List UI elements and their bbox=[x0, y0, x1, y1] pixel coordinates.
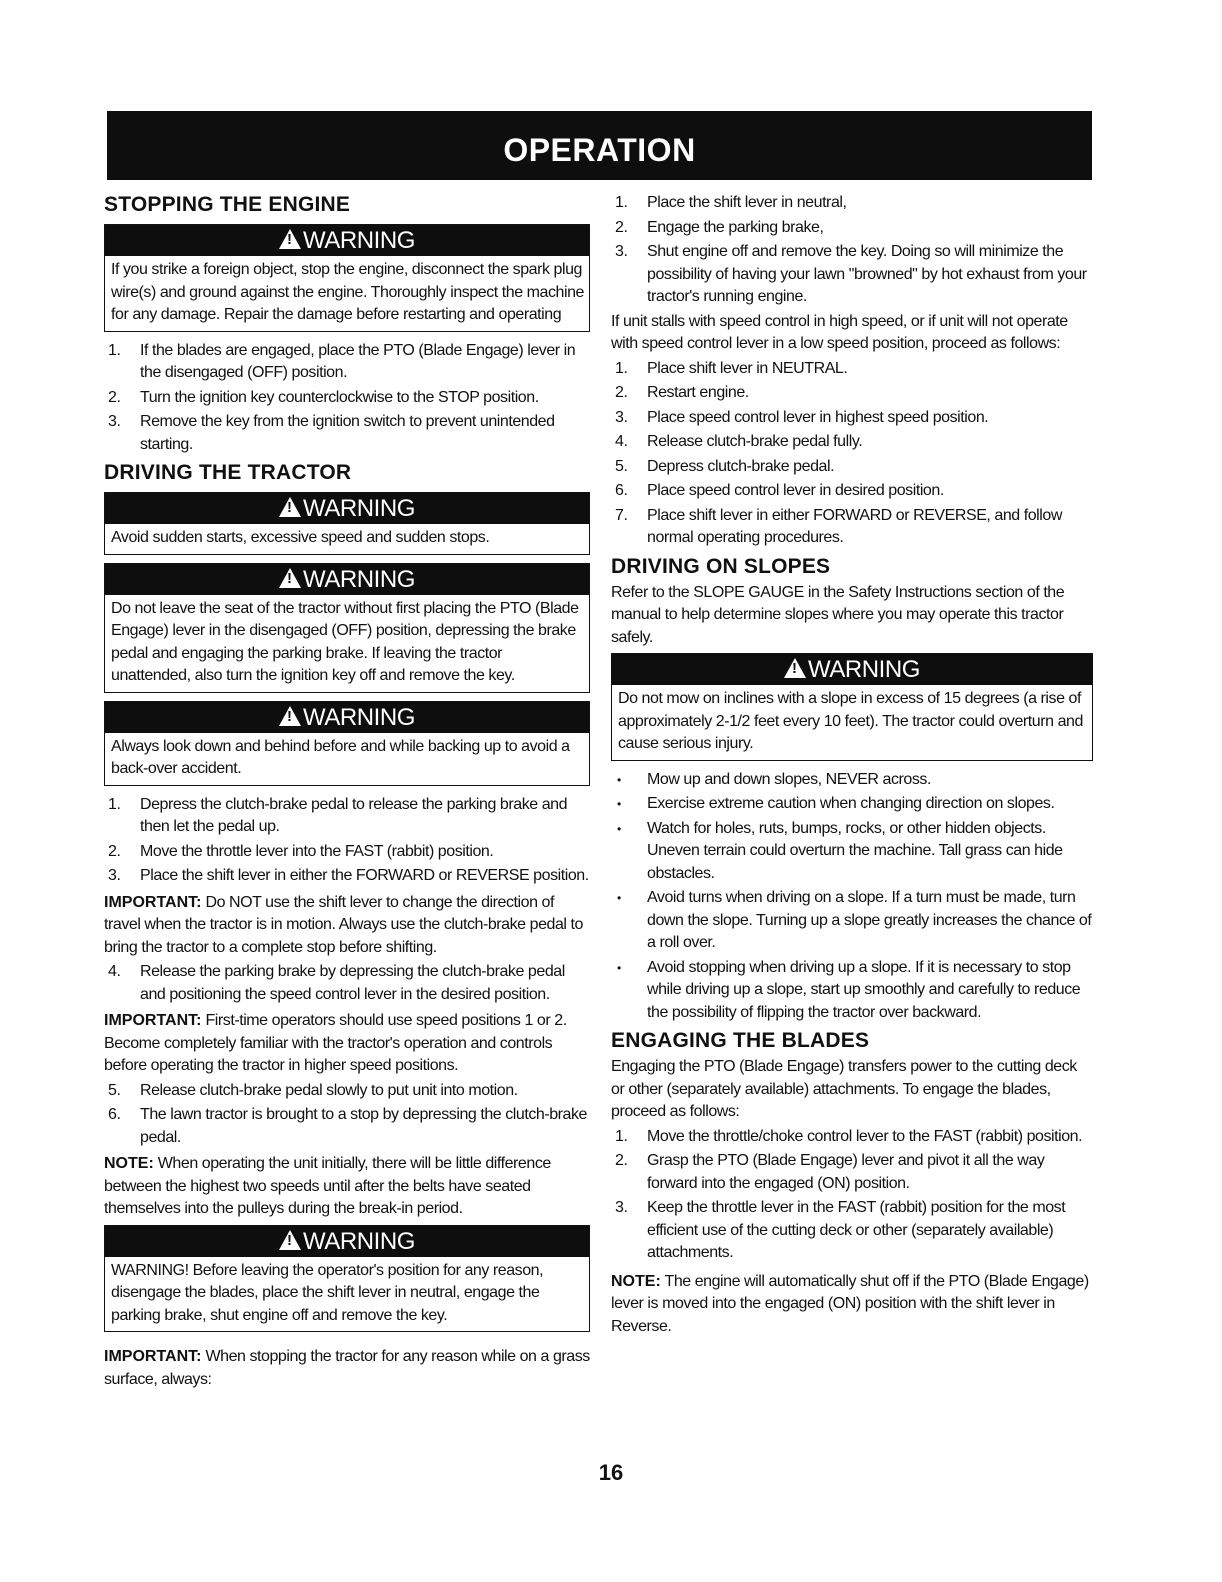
list-item: 3. Place speed control lever in highest speed position. bbox=[615, 408, 989, 426]
blades-intro: Engaging the PTO (Blade Engage) transfers power to the cutting deck or other (separately available) attachments. To engage the blades, proceed as follows: bbox=[611, 1058, 1077, 1120]
warning-header: !WARNING bbox=[612, 654, 1092, 685]
driving-steps-a bbox=[104, 794, 590, 888]
warning-triangle-icon bbox=[279, 706, 301, 726]
warning-text: Always look down and behind before and while backing up to avoid a back-over accident. bbox=[111, 737, 570, 777]
slope-bullets bbox=[611, 769, 1093, 1025]
list-item: 7. Place shift lever in either FORWARD or REVERSE, and follow normal operating procedures. bbox=[615, 506, 1062, 546]
list-item: 6. The lawn tractor is brought to a stop by depressing the clutch-brake pedal. bbox=[108, 1106, 587, 1146]
list-item: 5. Release clutch-brake pedal slowly to put unit into motion. bbox=[108, 1081, 518, 1099]
warning-box-foreign-object bbox=[104, 224, 590, 332]
warning-triangle-icon bbox=[279, 497, 301, 517]
important-shift-lever: IMPORTANT: Do NOT use the shift lever to change the direction of travel when the tractor is in motion. Always use the clutch-brake pedal to bring the tractor to a complete stop before shifting. bbox=[104, 893, 583, 956]
list-item: 3. Keep the throttle lever in the FAST (rabbit) position for the most efficient use of the cutting deck or other (separately available) attachments. bbox=[615, 1199, 1066, 1261]
list-item: • Avoid stopping when driving up a slope. If it is necessary to stop while driving up a slope, start up smoothly and carefully to reduce the possibility of flipping the tractor over backward. bbox=[617, 958, 1081, 1021]
warning-box-slope bbox=[611, 653, 1093, 761]
left-column bbox=[104, 190, 590, 1391]
list-item: 2. Restart engine. bbox=[615, 384, 749, 401]
warning-header: !WARNING bbox=[105, 225, 589, 256]
page-number: 16 bbox=[598, 1460, 624, 1485]
note-break-in: NOTE: When operating the unit initially, there will be little difference between the highest two speeds until after the belts have seated themselves into the pulleys during the break-in period. bbox=[104, 1155, 551, 1217]
warning-box-sudden-starts bbox=[104, 492, 590, 555]
warning-triangle-icon bbox=[279, 229, 301, 249]
warning-text: WARNING! Before leaving the operator's position for any reason, disengage the blades, place the shift lever in neutral, engage the parking brake, shut engine off and remove the key. bbox=[111, 1261, 544, 1324]
warning-text: Do not mow on inclines with a slope in excess of 15 degrees (a rise of approximately 2-1/2 feet every 10 feet). The tractor could overturn and cause serious injury. bbox=[618, 690, 1083, 752]
list-item: 1. If the blades are engaged, place the PTO (Blade Engage) lever in the disengaged (OFF) position. bbox=[108, 341, 576, 381]
warning-box-leaving-position bbox=[104, 1225, 590, 1333]
warning-header: !WARNING bbox=[105, 564, 589, 595]
warning-triangle-icon bbox=[279, 1230, 301, 1250]
right-column bbox=[611, 190, 1093, 1338]
list-item: 6. Place speed control lever in desired position. bbox=[615, 482, 944, 499]
important-grass-surface: IMPORTANT: When stopping the tractor for any reason while on a grass surface, always: bbox=[104, 1348, 590, 1388]
list-item: 1. Place shift lever in NEUTRAL. bbox=[615, 359, 848, 377]
list-item: 2. Grasp the PTO (Blade Engage) lever and pivot it all the way forward into the engaged (ON) position. bbox=[615, 1152, 1045, 1192]
slopes-intro: Refer to the SLOPE GAUGE in the Safety Instructions section of the manual to help determine slopes where you may operate this tractor safely. bbox=[611, 583, 1065, 646]
list-item: 5. Depress clutch-brake pedal. bbox=[615, 457, 835, 475]
list-item: • Mow up and down slopes, NEVER across. bbox=[617, 770, 931, 788]
list-item: 4. Release clutch-brake pedal fully. bbox=[615, 433, 863, 450]
list-item: 3. Remove the key from the ignition switch to prevent unintended starting. bbox=[108, 413, 555, 453]
section-banner: OPERATION bbox=[107, 111, 1092, 180]
important-first-time: IMPORTANT: First-time operators should use speed positions 1 or 2. Become completely familiar with the tractor's operation and controls before operating the tractor in higher speed positions. bbox=[104, 1012, 567, 1074]
list-item: • Avoid turns when driving on a slope. If a turn must be made, turn down the slope. Turning up a slope greatly increases the chance of a roll over. bbox=[617, 889, 1092, 951]
heading-driving-tractor: DRIVING THE TRACTOR bbox=[104, 461, 352, 484]
warning-triangle-icon bbox=[784, 658, 806, 678]
list-item: • Watch for holes, ruts, bumps, rocks, or other hidden objects. Uneven terrain could overturn the machine. Tall grass can hide obstacles. bbox=[617, 819, 1063, 882]
stop-steps bbox=[611, 192, 1093, 309]
list-item: 2. Engage the parking brake, bbox=[615, 218, 824, 236]
list-item: 4. Release the parking brake by depressing the clutch-brake pedal and positioning the speed control lever in the desired position. bbox=[108, 963, 565, 1003]
list-item: 3. Place the shift lever in either the FORWARD or REVERSE position. bbox=[108, 867, 589, 884]
warning-header: !WARNING bbox=[105, 493, 589, 524]
note-reverse: NOTE: The engine will automatically shut off if the PTO (Blade Engage) lever is moved into the engaged (ON) position with the shift lever in Reverse. bbox=[611, 1272, 1089, 1335]
driving-steps-b bbox=[104, 1080, 590, 1150]
warning-triangle-icon bbox=[279, 568, 301, 588]
stopping-steps bbox=[104, 340, 590, 457]
warning-box-leaving-seat bbox=[104, 563, 590, 693]
list-item: • Exercise extreme caution when changing direction on slopes. bbox=[617, 795, 1055, 812]
warning-box-backing-up bbox=[104, 701, 590, 786]
heading-driving-slopes: DRIVING ON SLOPES bbox=[611, 554, 831, 578]
driving-step-4 bbox=[104, 961, 590, 1006]
list-item: 1. Place the shift lever in neutral, bbox=[615, 194, 847, 211]
list-item: 2. Move the throttle lever into the FAST (rabbit) position. bbox=[108, 842, 494, 860]
list-item: 3. Shut engine off and remove the key. Doing so will minimize the possibility of having your lawn "browned" by hot exhaust from your tractor's running engine. bbox=[615, 243, 1087, 305]
warning-text: Avoid sudden starts, excessive speed and sudden stops. bbox=[111, 529, 490, 546]
warning-text: Do not leave the seat of the tractor without first placing the PTO (Blade Engage) lever in the disengaged (OFF) position, depressing the brake pedal and engaging the parking brake. If leaving the tractor unattended, also turn the ignition key off and remove the key. bbox=[111, 599, 579, 684]
heading-stopping-engine: STOPPING THE ENGINE bbox=[104, 193, 351, 216]
list-item: 1. Depress the clutch-brake pedal to release the parking brake and then let the pedal up. bbox=[108, 795, 568, 835]
heading-engaging-blades: ENGAGING THE BLADES bbox=[611, 1029, 870, 1052]
warning-header: !WARNING bbox=[105, 702, 589, 733]
blades-steps bbox=[611, 1126, 1093, 1265]
list-item: 1. Move the throttle/choke control lever to the FAST (rabbit) position. bbox=[615, 1127, 1083, 1145]
stall-paragraph: If unit stalls with speed control in high speed, or if unit will not operate with speed control lever in a low speed position, proceed as follows: bbox=[611, 312, 1068, 352]
list-item: 2. Turn the ignition key counterclockwise to the STOP position. bbox=[108, 388, 539, 406]
warning-header: !WARNING bbox=[105, 1226, 589, 1257]
stall-steps bbox=[611, 358, 1093, 550]
warning-text: If you strike a foreign object, stop the engine, disconnect the spark plug wire(s) and ground against the engine. Thoroughly inspect the machine for any damage. Repair the damage before restarting and operating bbox=[111, 261, 584, 323]
